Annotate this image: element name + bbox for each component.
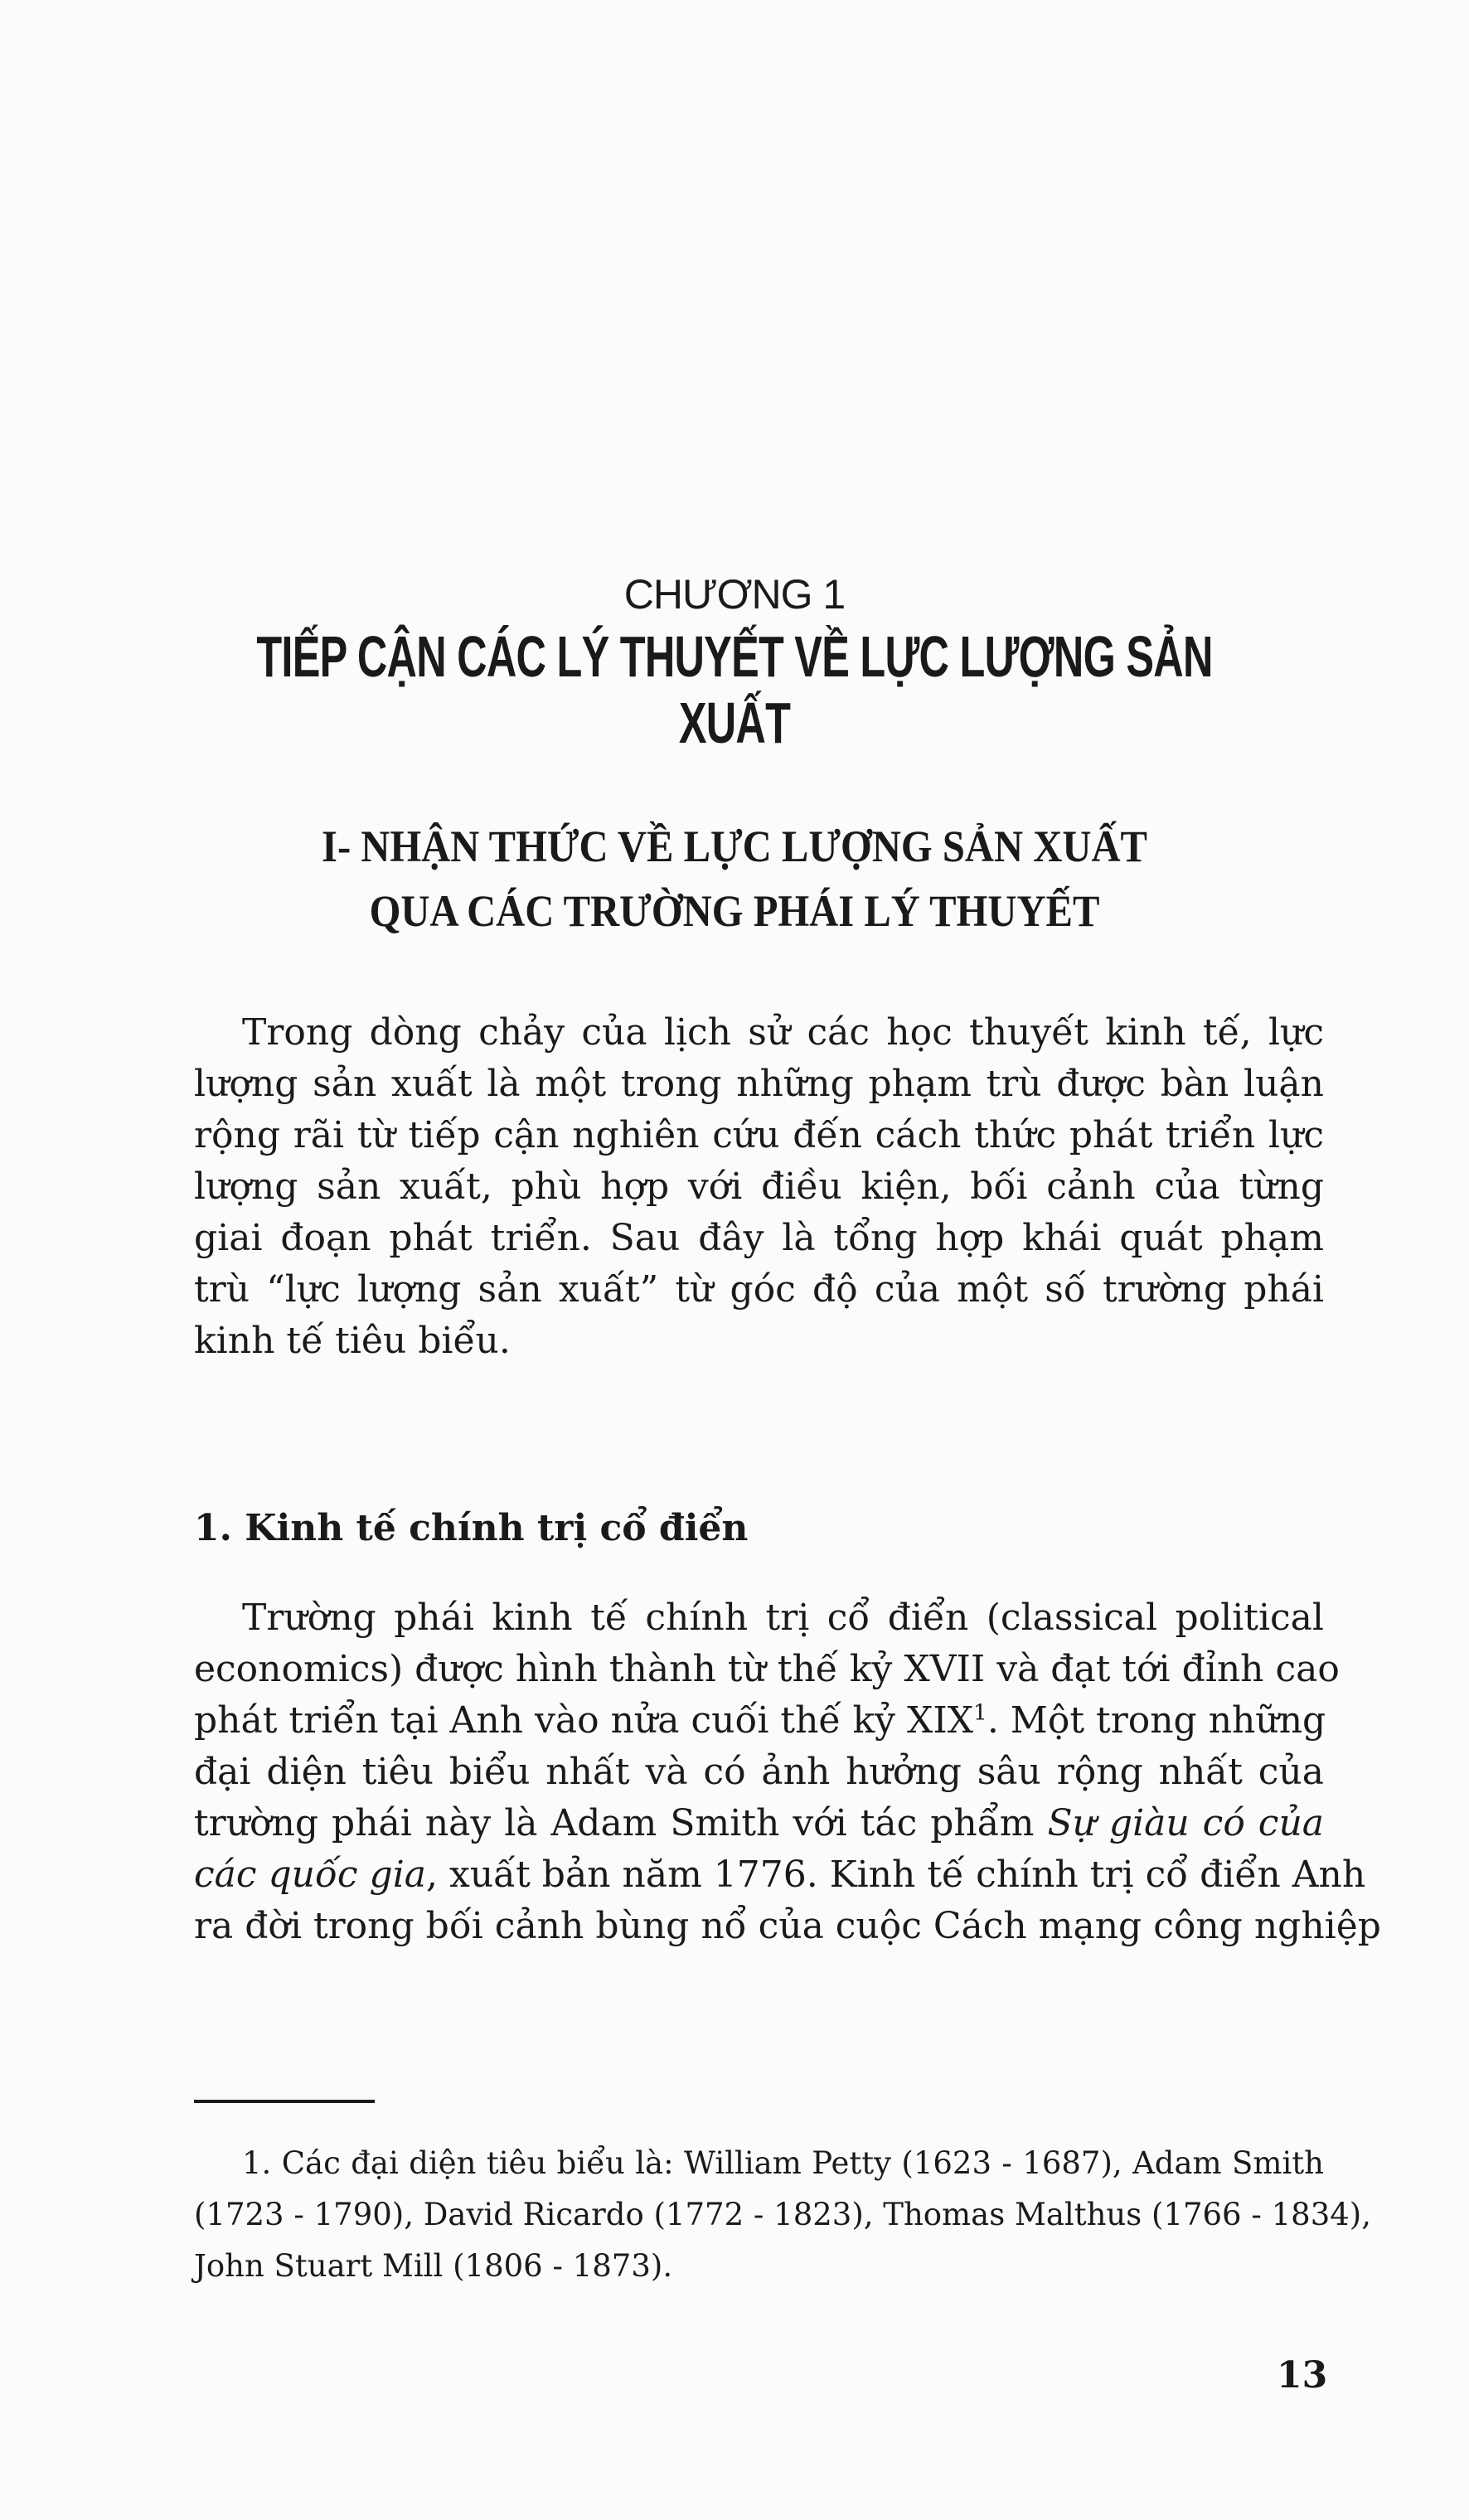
paragraph-line [194,1802,1324,1844]
footnote-ref: 1 [973,1699,987,1726]
paragraph-line [194,1854,1366,1896]
subheading: 1. Kinh tế chính trị cổ điển [194,1507,749,1549]
paragraph-line: Trong dòng chảy của lịch sử các học thuyết kinh tế, lực [242,1011,1324,1054]
book-title: Sự giàu có của [1047,1802,1325,1844]
book-title: các quốc gia [194,1854,427,1896]
paragraph-line: kinh tế tiêu biểu. [194,1320,511,1362]
section-heading-line-1: I- NHẬN THỨC VỀ LỰC LƯỢNG SẢN XUẤT [322,821,1147,871]
paragraph-line: giai đoạn phát triển. Sau đây là tổng hợp khái quát phạm [194,1217,1324,1259]
text: . Một trong những [987,1699,1326,1742]
paragraph-line: economics) được hình thành từ thế kỷ XVII và đạt tới đỉnh cao [194,1648,1340,1690]
chapter-title: TIẾP CẬN CÁC LÝ THUYẾT VỀ LỰC LƯỢNG SẢN XUẤT [256,624,1213,755]
paragraph-line: lượng sản xuất, phù hợp với điều kiện, bối cảnh của từng [194,1166,1324,1208]
footnote-line: John Stuart Mill (1806 - 1873). [194,2248,673,2284]
footnote-line: 1. Các đại diện tiêu biểu là: William Petty (1623 - 1687), Adam Smith [242,2145,1324,2181]
paragraph-line: Trường phái kinh tế chính trị cổ điển (classical political [242,1597,1324,1639]
chapter-label: CHƯƠNG 1 [623,571,846,618]
paragraph-line: lượng sản xuất là một trong những phạm trù được bàn luận [194,1063,1324,1105]
paragraph-line: trù “lực lượng sản xuất” từ góc độ của một số trường phái [194,1268,1324,1311]
paragraph-line: đại diện tiêu biểu nhất và có ảnh hưởng sâu rộng nhất của [194,1751,1324,1793]
paragraph-line: rộng rãi từ tiếp cận nghiên cứu đến cách thức phát triển lực [194,1114,1324,1156]
footnote-divider [194,2100,375,2103]
paragraph-line: ra đời trong bối cảnh bùng nổ của cuộc Cách mạng công nghiệp [194,1905,1381,1947]
page-number: 13 [1277,2354,1328,2396]
paragraph-line [194,1699,1324,1742]
section-heading-line-2: QUA CÁC TRƯỜNG PHÁI LÝ THUYẾT [369,886,1100,936]
text: , xuất bản năm 1776. Kinh tế chính trị cổ điển Anh [426,1854,1366,1896]
text: phát triển tại Anh vào nửa cuối thế kỷ XIX [194,1699,974,1742]
footnote-line: (1723 - 1790), David Ricardo (1772 - 1823), Thomas Malthus (1766 - 1834), [194,2197,1371,2232]
text: trường phái này là Adam Smith với tác phẩm [194,1802,1048,1844]
